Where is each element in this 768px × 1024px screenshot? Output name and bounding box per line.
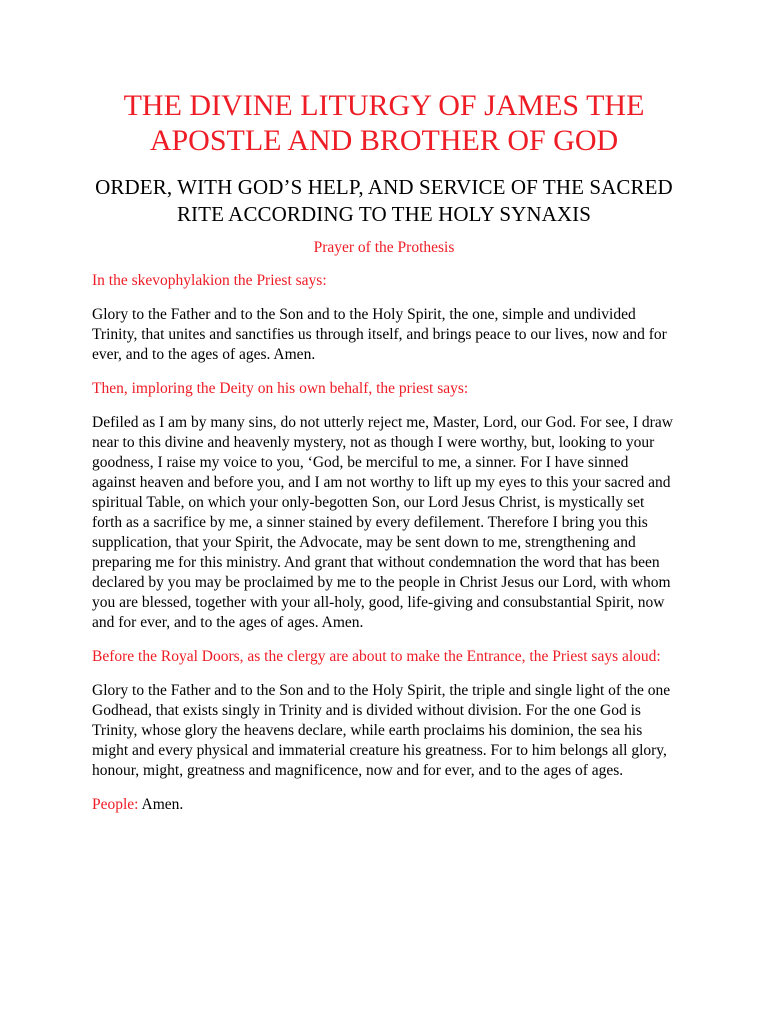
paragraph-1: Glory to the Father and to the Son and to the Holy Spirit, the one, simple and undivided Trinity, that unites and sanctifies us through itself, and brings peace to our lives, now and for ever, and to the ages of ages. Amen. — [92, 306, 667, 363]
rubric-3: Before the Royal Doors, as the clergy are about to make the Entrance, the Priest says aloud: — [92, 648, 661, 665]
response-line — [92, 795, 676, 815]
paragraph-2: Defiled as I am by many sins, do not utterly reject me, Master, Lord, our God. For see, I draw near to this divine and heavenly mystery, not as though I were worthy, but, looking to your goodness, I raise my voice to you, ‘God, be merciful to me, a sinner. For I have sinned against heaven and before you, and I am not worthy to lift up my eyes to this your sacred and spiritual Table, on which your only-begotten Son, our Lord Jesus Christ, is mystically set forth as a sacrifice by me, a sinner stained by every defilement. Therefore I bring you this supplication, that your Spirit, the Advocate, may be sent down to me, strengthening and preparing me for this ministry. And grant that without condemnation the word that has been declared by you may be proclaimed by me to the people in Christ Jesus our Lord, with whom you are blessed, together with your all-holy, good, life-giving and consubstantial Spirit, now and for ever, and to the ages of ages. Amen. — [92, 414, 673, 631]
rubric-2: Then, imploring the Deity on his own behalf, the priest says: — [92, 380, 469, 397]
document-title: THE DIVINE LITURGY OF JAMES THE APOSTLE AND BROTHER OF GOD — [123, 89, 645, 157]
document-subtitle: ORDER, WITH GOD’S HELP, AND SERVICE OF THE SACRED RITE ACCORDING TO THE HOLY SYNAXIS — [95, 175, 673, 226]
response-text: Amen. — [138, 796, 184, 813]
paragraph-3: Glory to the Father and to the Son and to the Holy Spirit, the triple and single light of the one Godhead, that exists singly in Trinity and is divided without division. For the one God is Trinity, whose glory the heavens declare, while earth proclaims his dominion, the sea his might and every physical and immaterial creature his greatness. For to him belongs all glory, honour, might, greatness and magnificence, now and for ever, and to the ages of ages. — [92, 682, 671, 779]
response-role: People: — [92, 796, 139, 813]
section-heading: Prayer of the Prothesis — [313, 239, 455, 256]
rubric-1: In the skevophylakion the Priest says: — [92, 272, 327, 289]
